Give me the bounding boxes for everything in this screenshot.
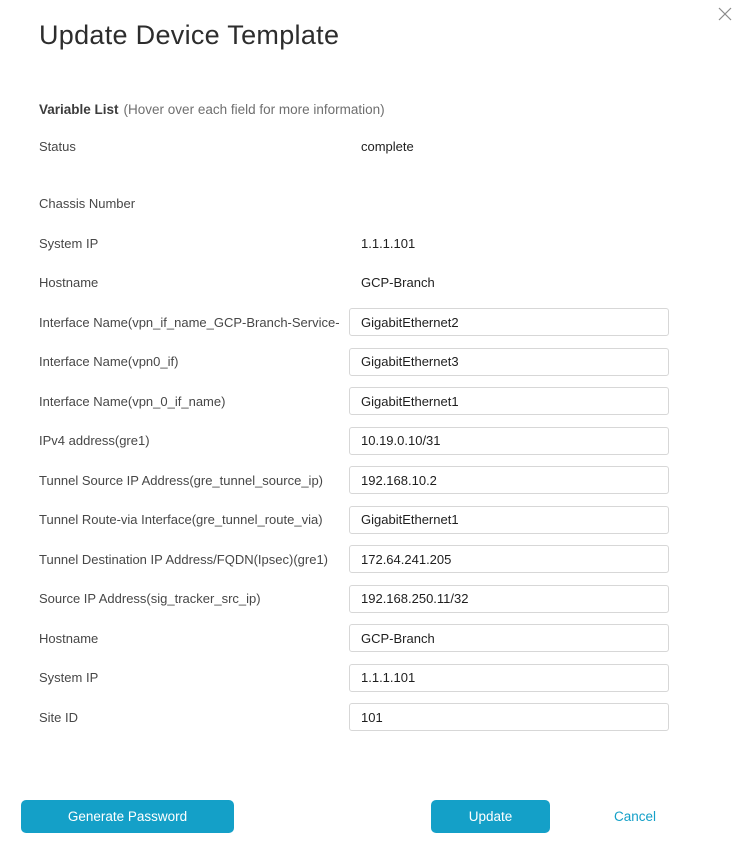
variable-static-value: GCP-Branch [361,275,435,290]
variable-row [39,506,669,534]
variable-value [349,664,669,692]
variable-row [39,348,669,376]
variable-value [349,585,669,613]
variable-value [349,190,669,218]
variable-value [349,703,669,731]
variable-label: Status [39,138,76,154]
variable-list-note: (Hover over each field for more information) [123,102,385,117]
variable-row [39,585,669,613]
variable-value [349,545,669,573]
variable-row [39,387,669,415]
variable-label: Tunnel Source IP Address(gre_tunnel_source_ip) [39,472,324,488]
variable-value [349,466,669,494]
variable-row [39,703,669,731]
variable-row [39,664,669,692]
generate-password-button[interactable]: Generate Password [21,800,234,833]
cancel-link[interactable]: Cancel [614,809,657,824]
variable-label: Chassis Number [39,196,136,211]
variable-label: Hostname [39,630,99,646]
variable-input[interactable] [349,387,669,415]
variable-static-value: complete [361,138,414,154]
variable-label: IPv4 address(gre1) [39,433,150,448]
variable-value [349,269,669,297]
variable-label: Interface Name(vpn_if_name_GCP-Branch-Service- [39,314,340,330]
variable-static-value: 1.1.1.101 [361,235,416,251]
variable-list-header [39,102,385,117]
variable-row [39,427,669,455]
variable-input[interactable] [349,466,669,494]
variable-label: Interface Name(vpn_0_if_name) [39,393,226,409]
variable-input[interactable] [349,624,669,652]
variable-value [349,387,669,415]
variable-label: Hostname [39,275,99,290]
variable-list [39,132,669,743]
variable-input[interactable] [349,585,669,613]
variable-value [349,308,669,336]
variable-row [39,269,669,297]
variable-row [39,308,669,336]
variable-input[interactable] [349,427,669,455]
variable-label: System IP [39,670,99,685]
variable-value [349,624,669,652]
variable-label: Tunnel Route-via Interface(gre_tunnel_route_via) [39,512,323,527]
variable-row [39,624,669,652]
variable-input[interactable] [349,545,669,573]
variable-value [349,506,669,534]
close-icon[interactable] [716,5,734,23]
variable-input[interactable] [349,348,669,376]
variable-row [39,190,669,218]
variable-label: System IP [39,235,99,251]
variable-input[interactable] [349,506,669,534]
variable-list-heading: Variable List [39,102,119,117]
variable-row [39,466,669,494]
variable-input[interactable] [349,703,669,731]
variable-input[interactable] [349,664,669,692]
variable-label: Site ID [39,709,79,725]
variable-value [349,132,669,160]
variable-row [39,545,669,573]
variable-label: Tunnel Destination IP Address/FQDN(Ipsec)(gre1) [39,551,329,567]
variable-label: Interface Name(vpn0_if) [39,354,179,369]
variable-label: Source IP Address(sig_tracker_src_ip) [39,591,261,606]
variable-value [349,348,669,376]
variable-input[interactable] [349,308,669,336]
page-title: Update Device Template [39,20,340,50]
variable-row [39,132,669,160]
variable-value [349,229,669,257]
variable-row [39,229,669,257]
update-button[interactable]: Update [431,800,550,833]
variable-value [349,427,669,455]
